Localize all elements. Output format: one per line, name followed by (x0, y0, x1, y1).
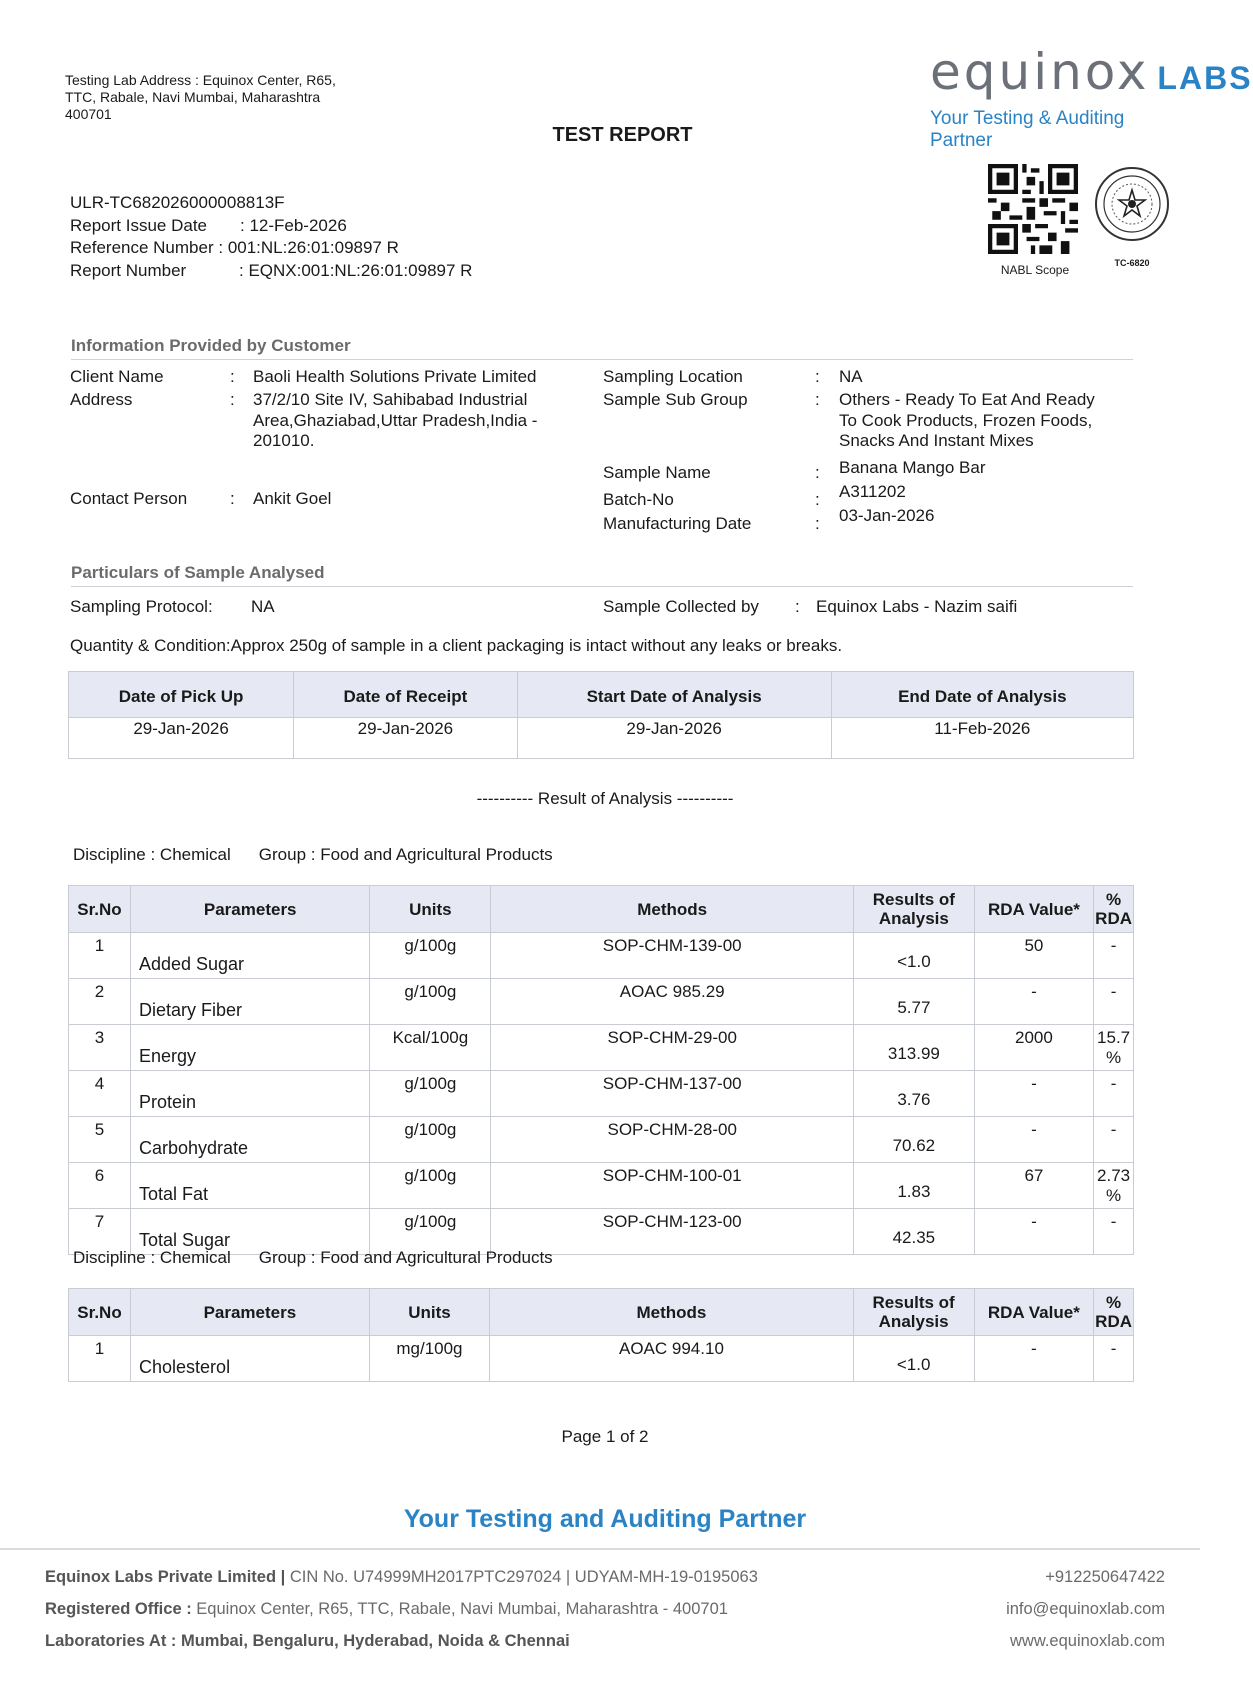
customer-info: Client Name : Baoli Health Solutions Private Limited Address : 37/2/10 Site IV, Sahibabad Industrial Area,Ghaziabad,Uttar Pradesh,India - 201010. Contact Person : Ankit Goel Sampling Location : NA Sample Sub Group : Others - Ready To Eat And Ready To Cook Products, Frozen Foods, Snacks And Instant Mixes Sample Name : Banana Mango Bar Batch-No : A311202 Manufacturing Date : 03-Jan-2026 (70, 367, 1095, 533)
address-label: Address (70, 390, 133, 409)
date-header-start: Start Date of Analysis (517, 672, 831, 718)
logo-word: equinox (930, 43, 1150, 101)
sample-collected-label: Sample Collected by (603, 597, 759, 616)
reference-label: Reference Number : (70, 238, 224, 257)
report-number-label: Report Number (70, 260, 187, 280)
date-header-receipt: Date of Receipt (294, 672, 517, 718)
header-units: Units (370, 886, 491, 933)
table-row: 7 Total Sugar g/100g SOP-CHM-123-00 42.35 - - (69, 1209, 1134, 1255)
sample-sub-group-label: Sample Sub Group (603, 390, 748, 409)
table2-discipline: Discipline : Chemical Group : Food and Agricultural Products (73, 1248, 553, 1267)
footer-phone[interactable]: +912250647422 (1045, 1568, 1165, 1586)
header-percent-rda: % RDA (1094, 886, 1134, 933)
lab-address: Testing Lab Address : Equinox Center, R65, TTC, Rabale, Navi Mumbai, Maharashtra 400701 (65, 72, 336, 122)
issue-date-value: : 12-Feb-2026 (240, 215, 347, 235)
sub-group-line-3: Snacks And Instant Mixes (839, 431, 1034, 450)
date-header-end: End Date of Analysis (831, 672, 1133, 718)
sample-name-value: Banana Mango Bar (839, 458, 986, 477)
footer-tagline: Your Testing and Auditing Partner (403, 1505, 807, 1533)
date-receipt: 29-Jan-2026 (294, 718, 517, 759)
table-row: 4 Protein g/100g SOP-CHM-137-00 3.76 - - (69, 1071, 1134, 1117)
dates-table (68, 671, 1134, 759)
table1-discipline: Discipline : Chemical Group : Food and Agricultural Products (73, 845, 553, 864)
sub-group-line-1: Others - Ready To Eat And Ready (839, 390, 1095, 409)
date-end: 11-Feb-2026 (831, 718, 1133, 759)
result-of-analysis-heading: ---------- Result of Analysis ---------- (476, 789, 734, 808)
contact-person-label: Contact Person (70, 489, 188, 508)
nabl-scope-label: NABL Scope (1000, 263, 1070, 277)
header-sr-no: Sr.No (69, 886, 131, 933)
footer-office: Registered Office : Equinox Center, R65, TTC, Rabale, Navi Mumbai, Maharashtra - 400701 info@equinoxlab.com (45, 1600, 1165, 1618)
footer-company: Equinox Labs Private Limited | CIN No. U74999MH2017PTC297024 | UDYAM-MH-19-0195063 +912250647422 (45, 1568, 1165, 1586)
sample-particulars-title: Particulars of Sample Analysed (71, 563, 1133, 587)
quantity-condition: Quantity & Condition:Approx 250g of sample in a client packaging is intact without any leaks or breaks. (70, 636, 843, 655)
reference-value: 001:NL:26:01:09897 R (227, 238, 399, 257)
sampling-location-value: NA (839, 367, 863, 386)
sample-collected-value: Equinox Labs - Nazim saifi (816, 597, 1018, 616)
table-row: 1 Cholesterol mg/100g AOAC 994.10 <1.0 - - (69, 1336, 1134, 1382)
address-line-2: Area,Ghaziabad,Uttar Pradesh,India - (253, 411, 538, 430)
page-title: TEST REPORT (552, 124, 693, 146)
contact-person-value: Ankit Goel (253, 489, 332, 508)
results-table-2: Sr.No Parameters Units Methods Results of Analysis RDA Value* % RDA 1 Cholesterol mg/100g AOAC 994.10 <1.0 - - (68, 1288, 1134, 1382)
header-results: Results of Analysis (854, 886, 975, 933)
manufacturing-date-value: 03-Jan-2026 (839, 506, 935, 525)
address-line-3: 201010. (253, 431, 315, 450)
sampling-protocol-label: Sampling Protocol: (70, 597, 213, 616)
sample-particulars: Sampling Protocol: NA Sample Collected by : Equinox Labs - Nazim saifi Quantity & Condition:Approx 250g of sample in a client packaging is intact without any leaks or breaks. (70, 597, 1018, 655)
sub-group-line-2: To Cook Products, Frozen Foods, (839, 411, 1093, 430)
batch-no-value: A311202 (839, 482, 906, 501)
footer-divider (0, 1548, 1200, 1550)
table-row: 2 Dietary Fiber g/100g AOAC 985.29 5.77 - - (69, 979, 1134, 1025)
results-table-1-body (69, 933, 1134, 1255)
logo-labs: LABS (1157, 60, 1253, 96)
table-row: 1 Added Sugar g/100g SOP-CHM-139-00 <1.0 50 - (69, 933, 1134, 979)
table-row: 5 Carbohydrate g/100g SOP-CHM-28-00 70.62 - - (69, 1117, 1134, 1163)
sampling-location-label: Sampling Location (603, 367, 743, 386)
issue-date-label: Report Issue Date (70, 215, 208, 235)
manufacturing-date-label: Manufacturing Date (603, 514, 752, 533)
table-row: 3 Energy Kcal/100g SOP-CHM-29-00 313.99 2000 15.7 % (69, 1025, 1134, 1071)
footer-website[interactable]: www.equinoxlab.com (1010, 1632, 1165, 1650)
customer-info-title: Information Provided by Customer (71, 336, 1133, 360)
date-pickup: 29-Jan-2026 (69, 718, 294, 759)
date-header-pickup: Date of Pick Up (69, 672, 294, 718)
footer-email[interactable]: info@equinoxlab.com (1006, 1600, 1165, 1618)
footer-labs: Laboratories At : Mumbai, Bengaluru, Hyderabad, Noida & Chennai www.equinoxlab.com (45, 1632, 1165, 1650)
results-table-1 (68, 885, 1134, 1255)
report-number-value: : EQNX:001:NL:26:01:09897 R (239, 260, 473, 280)
sample-name-label: Sample Name (603, 463, 711, 482)
client-name-value: Baoli Health Solutions Private Limited (253, 367, 537, 386)
logo-tagline: Your Testing & Auditing Partner (930, 108, 1125, 151)
header-parameters: Parameters (130, 886, 369, 933)
date-start: 29-Jan-2026 (517, 718, 831, 759)
page-number: Page 1 of 2 (561, 1427, 649, 1446)
table-row: 6 Total Fat g/100g SOP-CHM-100-01 1.83 67 2.73 % (69, 1163, 1134, 1209)
address-line-1: 37/2/10 Site IV, Sahibabad Industrial (253, 390, 528, 409)
seal-code: TC-6820 (1114, 258, 1150, 268)
batch-no-label: Batch-No (603, 490, 674, 509)
header-rda-value: RDA Value* (974, 886, 1093, 933)
sampling-protocol-value: NA (251, 597, 275, 616)
header-methods: Methods (491, 886, 854, 933)
client-name-label: Client Name (70, 367, 164, 386)
ulr-number: ULR-TC682026000008813F (70, 193, 285, 212)
